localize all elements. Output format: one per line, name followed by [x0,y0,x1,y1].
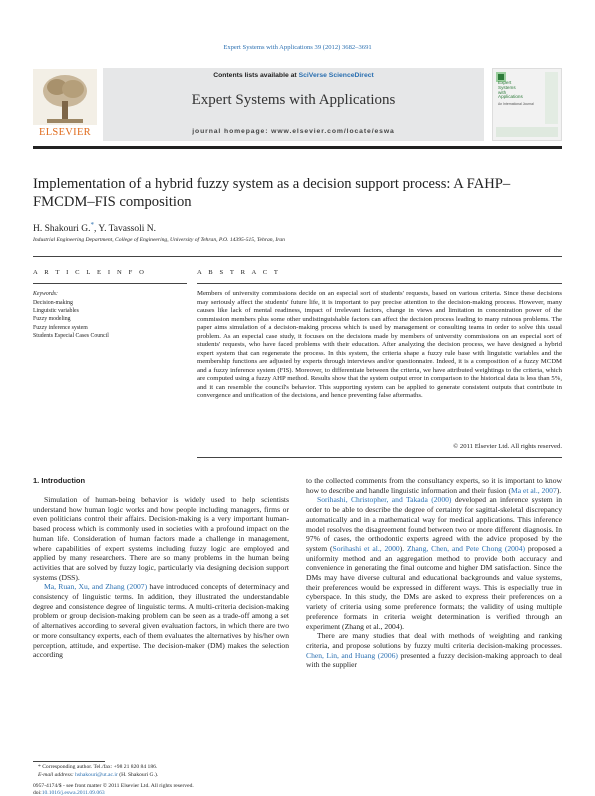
citation-link[interactable]: Ma et al., 2007 [510,485,557,495]
section-heading-introduction: 1. Introduction [33,476,86,485]
citation-link[interactable]: Sorihashi, Christopher, and Takada (2000) [317,495,452,505]
citation-link[interactable]: Zhang, Chen, and Pete Chong (2004) [407,543,526,553]
keyword-item: Fuzzy modeling [33,316,71,323]
email-label: E-mail address: [38,772,76,778]
keyword-item: Linguistic variables [33,308,79,315]
paragraph: Simulation of human-being behavior is widely used to help scientists understand how human logic works and how people including managers, firms or even politicians control their affairs. Decision-making is a very important human-based process which is commonly used in societies with a profound impact on the human life. Consideration of human factors made a challenge in management, where capabilities of expert systems including fuzzy logic are employed and applied by many researchers. There are so many problems in the human being activities that are solved by fuzzy logic, particularly via designing decision support systems (DSS). [33,495,289,582]
paragraph: Sorihashi, Christopher, and Takada (2000) developed an inference system in order to be able to describe the degree of certainty for sagittal-skeletal discrepancy automatically and in a mathematical way for medical applications. This inference model resolves the disagreement found between two or more different diagnosis. In 97% of cases, the orthodontic experts agreed with the advice proposed by the system (Sorihashi et al., 2000). Zhang, Chen, and Pete Chong (2004) proposed a uniformity method and an aggregation method to provide both accuracy and convenience in generating the final outcome and higher DM satisfaction. Since the DMs may have diverse cultural and educational backgrounds and value systems, their preferences would be expressed in different ways. This is especially true in cyberspace. In this study, the DMs are asked to express their preferences on a variety of criteria using some preference formats; the validity of using multiple preference formats in criteria weight determination is verified through an experiment (Zhang et al., 2004). [306,495,563,631]
keyword-item: Students Especial Cases Council [33,332,109,339]
paragraph: Ma, Ruan, Xu, and Zhang (2007) have introduced concepts of determinacy and consistency of linguistic terms. In addition, they illustrated the understandable degree and consistence degree of linguistic terms. A multi-criteria decision-making problem or group decision-making problem can be seen as a trade-off among a set of alternatives according to several given evaluation factors, in which there are two or more consultancy experts, each of them evaluates the alternatives by his/her own perception, attitude, and expertise. The decision-maker (DM) makes the selection according [33,582,289,660]
doi-link[interactable]: 10.1016/j.eswa.2011.09.063 [41,790,105,796]
author-list [33,221,156,234]
keyword-item: Decision-making [33,300,73,306]
citation-link[interactable]: Chen, Lin, and Huang (2006) [306,650,398,660]
title-rule [33,256,562,257]
abstract-copyright: © 2011 Elsevier Ltd. All rights reserved. [453,443,562,450]
sciencedirect-link[interactable]: SciVerse ScienceDirect [298,72,374,79]
body-column-right [306,476,562,670]
doi-label: doi: [33,790,42,796]
citation-link[interactable]: Ma, Ruan, Xu, and Zhang (2007) [44,582,148,592]
citation-link[interactable]: Sorihashi et al., 2000 [332,543,400,553]
cover-title: Expert Systems with Applications An International Journal [498,80,534,107]
journal-title: Expert Systems with Applications [191,92,396,108]
header-rule [33,146,562,149]
author-secondary: , Y. Tavassoli N. [94,224,156,235]
article-info-heading: A R T I C L E I N F O [33,269,147,276]
email-suffix: (H. Shakouri G.). [117,772,159,778]
author-primary: H. Shakouri G. [33,224,91,235]
corresponding-footnote: * Corresponding author. Tel./fax: +98 21 820 84 186. [38,764,158,770]
abstract-heading: A B S T R A C T [197,269,281,276]
journal-homepage[interactable]: journal homepage: www.elsevier.com/locate/eswa [192,128,395,135]
doi-line [33,790,105,796]
abstract-text: Members of university commissions decide on an especial sort of students' requests, based on various criteria. Since these decisions may seriously affect the students' future life, it is important to pay precise attention to the decision-making process. However, many causes like lack of mental readiness, impact of irrelevant factors, change in views and limitation in concentration power of the commission members plus some other undistinguishable factors can affect the decision process leading to many ruinous problems. The paper aims simulation of a decision-making process which is used by management or consulting teams in order to solve this usual problem. As an especial case study, it focuses on the decisions made by members of university commissions on an especial sort of students' requests, who have faced problems with their education. After analyzing the decision process, we have designed a hybrid expert system that can regenerate the process. In this system, the criteria shape a fuzzy rule base with linguistic variables and the membership functions are adjusted by experts through interviews and/or questionnaire. Indeed, it is a composition of a fuzzy MCDM and a fuzzy inference system (FIS). Moreover, to differentiate between the criteria, we have attributed weightings to the criteria, which are computed using a fuzzy AHP method. Results show that the system output error in comparison to the historical data is less than 5%, and it can resemble the council's behavior. This supporting system can be applied to generate consistent outputs that contribute in convergence and unification of the decisions, and hence preventing false aftermaths. [197,290,562,399]
keywords-label: Keywords: [33,291,58,297]
keyword-item: Fuzzy inference system [33,324,88,331]
abstract-rule [197,283,562,284]
affiliation: Industrial Engineering Department, College of Engineering, University of Tehran, P.O. 14395-515, Tehran, Iran [33,237,285,243]
paragraph: There are many studies that deal with methods of weighting and ranking criteria, and propose solutions by fuzzy multi criteria decision-making processes. Chen, Lin, and Huang (2006) presented a fuzzy decision-making approach to deal with the supplier [306,631,562,670]
abstract-end-rule [197,457,562,458]
elsevier-tree-logo [33,69,97,135]
publisher-name: ELSEVIER [39,127,91,138]
contents-line [103,72,484,79]
email-link[interactable]: hshakouri@ut.ac.ir [75,772,118,778]
issn-line: 0957-4174/$ - see front matter © 2011 Elsevier Ltd. All rights reserved. [33,783,194,789]
info-rule [33,283,187,284]
article-title: Implementation of a hybrid fuzzy system as a decision support process: A FAHP–FMCDM–FIS composition [33,176,511,210]
journal-reference[interactable]: Expert Systems with Applications 39 (2012) 3682–3691 [223,44,372,51]
keywords-list [33,299,109,340]
corresponding-author-mark[interactable]: * [90,221,95,229]
email-footnote [38,772,158,778]
footnote-rule [33,761,105,762]
body-column-left [33,495,289,660]
contents-prefix: Contents lists available at [213,72,299,79]
paragraph: to the collected comments from the consultancy experts, so it is important to know how to describe and handle linguistic information and their fusion (Ma et al., 2007). [306,476,562,495]
